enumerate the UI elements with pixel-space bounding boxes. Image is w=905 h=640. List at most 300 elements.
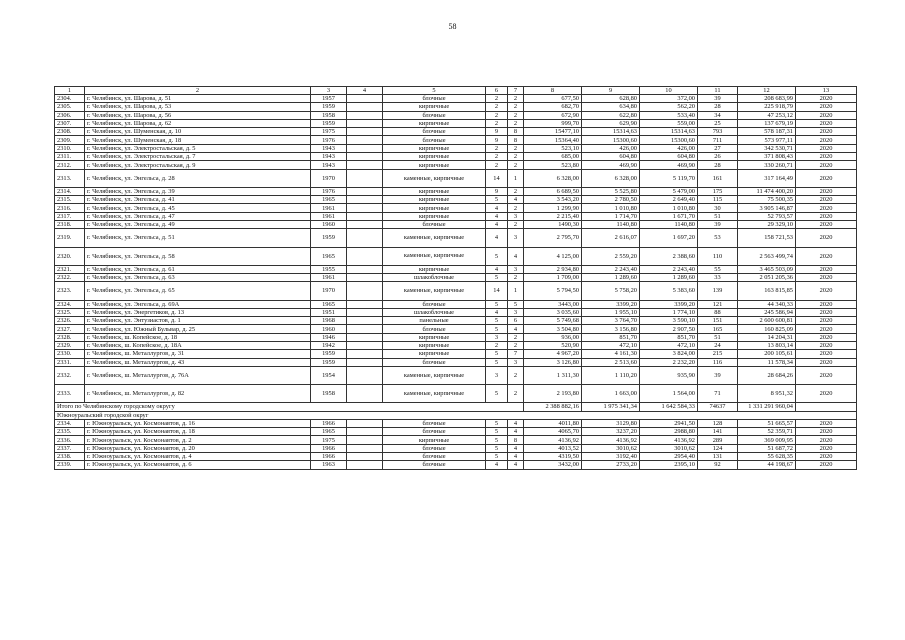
col-4 [347,153,383,161]
wall-material: блочные [383,221,486,229]
year: 2020 [796,461,857,469]
area-8: 1 663,00 [582,385,640,403]
row-number: 2333. [55,385,85,403]
cost: 342 530,71 [738,144,796,152]
table-row [55,317,857,325]
floors: 4 [486,221,508,229]
address: г. Челябинск, ул. Электростальская, д. 5 [85,144,311,152]
entrances: 2 [508,153,524,161]
total-area-9: 1 975 341,34 [582,403,640,411]
entrances: 4 [508,325,524,333]
total-area: 1 311,30 [524,366,582,384]
address: г. Южноуральск, ул. Космонавтов, д. 18 [85,428,311,436]
residents: 51 [698,333,738,341]
entrances: 2 [508,333,524,341]
col-4 [347,128,383,136]
address: г. Челябинск, ул. Шуменская, д. 10 [85,128,311,136]
col-4 [347,300,383,308]
area-9: 372,00 [640,95,698,103]
total-year [796,403,857,411]
residents: 28 [698,103,738,111]
col-4 [347,247,383,265]
year-built: 1946 [311,333,347,341]
wall-material: блочные [383,95,486,103]
residents: 24 [698,341,738,349]
floors: 5 [486,325,508,333]
col-4 [347,95,383,103]
year: 2020 [796,325,857,333]
col-4 [347,317,383,325]
row-number: 2334. [55,419,85,427]
area-9: 3 824,00 [640,350,698,358]
entrances: 2 [508,111,524,119]
wall-material: кирпичные [383,187,486,195]
col-4 [347,385,383,403]
row-number: 2321. [55,265,85,273]
floors: 2 [486,161,508,169]
row-number: 2324. [55,300,85,308]
cost: 47 253,12 [738,111,796,119]
address: г. Челябинск, ул. Энгельса, д. 69А [85,300,311,308]
row-number: 2320. [55,247,85,265]
entrances: 2 [508,341,524,349]
header-cell: 12 [738,87,796,95]
area-8: 426,00 [582,144,640,152]
cost: 14 204,31 [738,333,796,341]
floors: 14 [486,282,508,300]
total-area: 4 967,20 [524,350,582,358]
floors: 5 [486,419,508,427]
total-area: 685,00 [524,153,582,161]
year: 2020 [796,419,857,427]
row-number: 2309. [55,136,85,144]
col-4 [347,358,383,366]
area-8: 5 758,20 [582,282,640,300]
table-row [55,436,857,444]
total-area: 520,90 [524,341,582,349]
year-built: 1960 [311,325,347,333]
table-row [55,333,857,341]
address: г. Южноуральск, ул. Космонавтов, д. 16 [85,419,311,427]
area-9: 2 388,60 [640,247,698,265]
total-area: 677,50 [524,95,582,103]
total-label: Итого по Челябинскому городскому округу [55,403,524,411]
wall-material: кирпичные [383,436,486,444]
row-number: 2322. [55,274,85,282]
cost: 330 260,71 [738,161,796,169]
cost: 371 808,43 [738,153,796,161]
wall-material: кирпичные [383,196,486,204]
entrances: 3 [508,308,524,316]
floors: 5 [486,453,508,461]
floors: 5 [486,350,508,358]
residents: 53 [698,229,738,247]
floors: 5 [486,436,508,444]
address: г. Челябинск, ул. Энергетиков, д. 13 [85,308,311,316]
entrances: 4 [508,444,524,452]
area-9: 2988,80 [640,428,698,436]
year: 2020 [796,317,857,325]
total-area: 4065,70 [524,428,582,436]
year-built: 1965 [311,196,347,204]
area-9: 1 671,70 [640,212,698,220]
area-8: 1 714,70 [582,212,640,220]
col-4 [347,444,383,452]
residents: 28 [698,161,738,169]
address: г. Челябинск, ул. Энгельса, д. 63 [85,274,311,282]
total-area: 4013,52 [524,444,582,452]
total-area: 2 388 882,16 [524,403,582,411]
year-built: 1963 [311,461,347,469]
wall-material: блочные [383,300,486,308]
area-8: 1 010,80 [582,204,640,212]
header-cell: 11 [698,87,738,95]
header-cell: 10 [640,87,698,95]
year-built: 1957 [311,95,347,103]
table-row [55,95,857,103]
entrances: 2 [508,95,524,103]
area-8: 1 955,10 [582,308,640,316]
wall-material: шлакоблочные [383,274,486,282]
year-built: 1958 [311,111,347,119]
area-9: 2 243,40 [640,265,698,273]
year: 2020 [796,436,857,444]
total-area: 3 035,60 [524,308,582,316]
col-4 [347,196,383,204]
wall-material: панельные [383,317,486,325]
floors: 3 [486,366,508,384]
cost: 28 684,26 [738,366,796,384]
row-number: 2326. [55,317,85,325]
year-built: 1959 [311,229,347,247]
table-row [55,265,857,273]
year-built: 1961 [311,204,347,212]
address: г. Челябинск, ул. Энгельса, д. 41 [85,196,311,204]
area-8: 1 110,20 [582,366,640,384]
address: г. Челябинск, ш. Металлургов, д. 43 [85,358,311,366]
row-number: 2317. [55,212,85,220]
row-number: 2325. [55,308,85,316]
residents: 131 [698,453,738,461]
year: 2020 [796,308,857,316]
wall-material: блочные [383,444,486,452]
residents: 141 [698,428,738,436]
table-row [55,341,857,349]
cost: 75 500,35 [738,196,796,204]
area-9: 3010,62 [640,444,698,452]
total-area: 6 689,50 [524,187,582,195]
area-9: 1 564,00 [640,385,698,403]
row-number: 2316. [55,204,85,212]
cost: 317 164,49 [738,169,796,187]
year-built: 1965 [311,300,347,308]
year: 2020 [796,153,857,161]
area-8: 1140,80 [582,221,640,229]
header-cell: 9 [582,87,640,95]
total-residents: 74637 [698,403,738,411]
col-4 [347,436,383,444]
wall-material: кирпичные [383,144,486,152]
col-4 [347,366,383,384]
area-9: 15314,63 [640,128,698,136]
table-row [55,204,857,212]
year: 2020 [796,111,857,119]
address: г. Челябинск, ул. Шарова, д. 51 [85,95,311,103]
header-cell: 3 [311,87,347,95]
col-4 [347,333,383,341]
address: г. Челябинск, ш. Металлургов, д. 82 [85,385,311,403]
wall-material: кирпичные [383,350,486,358]
row-number: 2306. [55,111,85,119]
row-number: 2315. [55,196,85,204]
floors: 5 [486,317,508,325]
area-8: 2 616,07 [582,229,640,247]
area-8: 2733,20 [582,461,640,469]
year: 2020 [796,274,857,282]
col-4 [347,341,383,349]
residents: 289 [698,436,738,444]
table-row [55,308,857,316]
wall-material: блочные [383,325,486,333]
area-8: 15314,63 [582,128,640,136]
area-9: 533,40 [640,111,698,119]
area-9: 426,00 [640,144,698,152]
total-area: 4136,92 [524,436,582,444]
residents: 215 [698,350,738,358]
entrances: 4 [508,247,524,265]
address: г. Челябинск, ул. Электростальская, д. 9 [85,161,311,169]
header-cell: 2 [85,87,311,95]
residents: 793 [698,128,738,136]
entrances: 4 [508,461,524,469]
year: 2020 [796,119,857,127]
wall-material: шлакоблочные [383,308,486,316]
cost: 52 793,57 [738,212,796,220]
header-cell: 4 [347,87,383,95]
area-8: 469,90 [582,161,640,169]
area-8: 629,90 [582,119,640,127]
year: 2020 [796,161,857,169]
row-number: 2331. [55,358,85,366]
floors: 5 [486,247,508,265]
entrances: 1 [508,282,524,300]
entrances: 2 [508,204,524,212]
year-built: 1965 [311,247,347,265]
entrances: 7 [508,350,524,358]
wall-material: кирпичные [383,161,486,169]
area-9: 2 907,50 [640,325,698,333]
floors: 5 [486,358,508,366]
table-row [55,111,857,119]
floors: 2 [486,111,508,119]
floors: 2 [486,103,508,111]
year-built: 1943 [311,161,347,169]
area-8: 6 328,00 [582,169,640,187]
address: г. Челябинск, ш. Металлургов, д. 31 [85,350,311,358]
floors: 2 [486,153,508,161]
total-area: 3 126,80 [524,358,582,366]
year: 2020 [796,341,857,349]
area-8: 2 243,40 [582,265,640,273]
col-4 [347,221,383,229]
residents: 175 [698,187,738,195]
entrances: 4 [508,196,524,204]
row-number: 2335. [55,428,85,436]
total-area: 682,70 [524,103,582,111]
col-4 [347,325,383,333]
year-built: 1976 [311,187,347,195]
col-4 [347,428,383,436]
entrances: 2 [508,274,524,282]
year-built: 1943 [311,153,347,161]
total-area: 1490,30 [524,221,582,229]
total-area: 1 299,90 [524,204,582,212]
total-area: 3 543,20 [524,196,582,204]
table-row [55,282,857,300]
floors: 2 [486,95,508,103]
year-built: 1966 [311,444,347,452]
year: 2020 [796,300,857,308]
year: 2020 [796,358,857,366]
residents: 33 [698,274,738,282]
row-number: 2338. [55,453,85,461]
total-area: 3443,00 [524,300,582,308]
floors: 4 [486,204,508,212]
total-area: 999,70 [524,119,582,127]
entrances: 8 [508,436,524,444]
residents: 39 [698,366,738,384]
wall-material: кирпичные [383,265,486,273]
area-8: 4136,92 [582,436,640,444]
address: г. Челябинск, ул. Энгельса, д. 65 [85,282,311,300]
floors: 4 [486,265,508,273]
col-4 [347,204,383,212]
entrances: 5 [508,300,524,308]
year: 2020 [796,187,857,195]
cost: 2 600 600,81 [738,317,796,325]
area-9: 3399,20 [640,300,698,308]
table-row [55,212,857,220]
year-built: 1955 [311,265,347,273]
year-built: 1976 [311,136,347,144]
area-8: 2 513,60 [582,358,640,366]
year: 2020 [796,221,857,229]
area-8: 472,10 [582,341,640,349]
area-9: 562,20 [640,103,698,111]
col-4 [347,350,383,358]
address: г. Челябинск, ш. Копейское, д. 18А [85,341,311,349]
total-row [55,403,857,411]
year: 2020 [796,196,857,204]
year: 2020 [796,453,857,461]
cost: 158 721,53 [738,229,796,247]
address: г. Челябинск, ул. Энгельса, д. 51 [85,229,311,247]
group-title: Южноуральский городской округ [55,411,857,419]
residents: 71 [698,385,738,403]
page-number: 58 [448,22,457,31]
cost: 3 905 146,87 [738,204,796,212]
entrances: 2 [508,385,524,403]
total-area: 523,80 [524,161,582,169]
header-cell: 1 [55,87,85,95]
year-built: 1961 [311,274,347,282]
row-number: 2336. [55,436,85,444]
total-cost: 1 331 291 960,04 [738,403,796,411]
entrances: 4 [508,428,524,436]
residents: 115 [698,196,738,204]
cost: 44 340,33 [738,300,796,308]
table-row [55,153,857,161]
wall-material: каменные, кирпичные [383,366,486,384]
year-built: 1965 [311,428,347,436]
column-number-header [55,87,857,95]
residents: 124 [698,444,738,452]
year: 2020 [796,282,857,300]
entrances: 2 [508,144,524,152]
cost: 52 359,71 [738,428,796,436]
area-9: 1 774,10 [640,308,698,316]
area-8: 3399,20 [582,300,640,308]
address: г. Южноуральск, ул. Космонавтов, д. 6 [85,461,311,469]
table-row [55,169,857,187]
col-4 [347,136,383,144]
area-9: 851,70 [640,333,698,341]
year-built: 1959 [311,103,347,111]
area-9: 472,10 [640,341,698,349]
wall-material: кирпичные [383,119,486,127]
residents: 26 [698,153,738,161]
area-9: 2 232,20 [640,358,698,366]
table-row [55,196,857,204]
year: 2020 [796,247,857,265]
year-built: 1959 [311,119,347,127]
year-built: 1970 [311,282,347,300]
total-area: 2 934,80 [524,265,582,273]
wall-material: каменные, кирпичные [383,169,486,187]
entrances: 2 [508,187,524,195]
wall-material: блочные [383,358,486,366]
entrances: 2 [508,103,524,111]
table-row [55,419,857,427]
row-number: 2310. [55,144,85,152]
residents: 39 [698,221,738,229]
wall-material: каменные, кирпичные [383,385,486,403]
floors: 4 [486,461,508,469]
area-9: 15300,60 [640,136,698,144]
cost: 225 918,79 [738,103,796,111]
header-cell: 5 [383,87,486,95]
total-area: 3 504,80 [524,325,582,333]
total-area: 4011,80 [524,419,582,427]
total-area-10: 1 642 584,33 [640,403,698,411]
cost: 13 803,14 [738,341,796,349]
floors: 9 [486,128,508,136]
header-cell: 13 [796,87,857,95]
floors: 5 [486,300,508,308]
residents: 34 [698,111,738,119]
entrances: 3 [508,265,524,273]
cost: 163 815,85 [738,282,796,300]
area-8: 2 559,20 [582,247,640,265]
residents: 116 [698,358,738,366]
residents: 151 [698,317,738,325]
wall-material: блочные [383,461,486,469]
cost: 200 105,61 [738,350,796,358]
address: г. Челябинск, ул. Шарова, д. 62 [85,119,311,127]
year-built: 1975 [311,128,347,136]
residents: 161 [698,169,738,187]
col-4 [347,187,383,195]
